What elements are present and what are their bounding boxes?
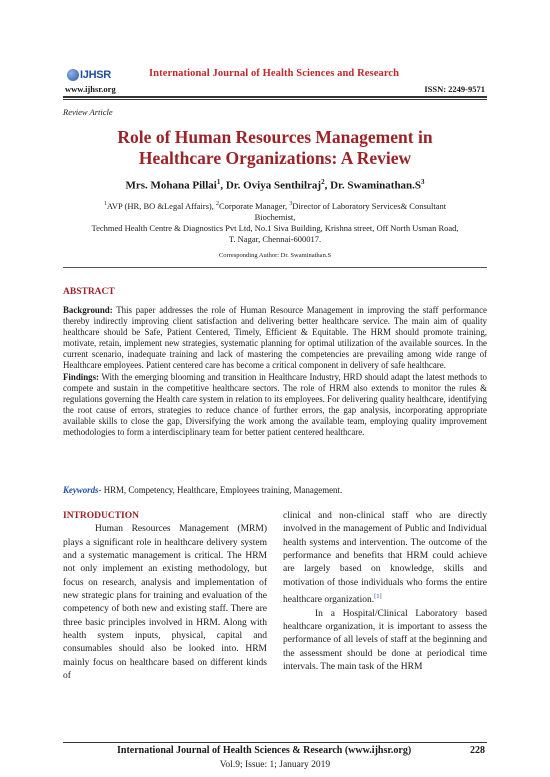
title-line: Healthcare Organizations: A Review bbox=[138, 148, 412, 168]
journal-name: International Journal of Health Sciences and Research bbox=[149, 68, 400, 79]
findings-label: Findings: bbox=[63, 371, 100, 382]
header-divider bbox=[63, 96, 487, 98]
keywords-text: HRM, Competency, Healthcare, Employees training, Management. bbox=[101, 485, 343, 495]
title-line: Role of Human Resources Management in bbox=[117, 127, 433, 147]
affil-sup: 3 bbox=[289, 201, 293, 207]
background-text: This paper addresses the role of Human Resource Management in improving the staff performance thereby indirectly improving client satisfaction and delivering better healthcare service. The main aim of quality healthcare should be Safe, Patient Centered, Timely, Efficient & Equitable. The HRM should promote training, motivate, retain, implement new strategies, systematic planning for optimal utilization of the available sources. In the current scenario, inadequate training and lack of mastering the competencies are prevailing among wide range of Healthcare employees. Patient centered care has become a critical component in delivery of safe healthcare. bbox=[63, 305, 487, 371]
intro-paragraph: In a Hospital/Clinical Laboratory based healthcare organization, it is important to assess the performance of all levels of staff at the beginning and the assessment should be done at periodical time intervals. The main task of the HRM bbox=[283, 608, 487, 672]
intro-paragraph: Human Resources Management (MRM) plays a significant role in healthcare delivery system and a systematic management is critical. The HRM not only implement an existing methodology, but focus on research, analysis and implementation of new strategic plans for training and evaluation of the competency of both new and existing staff. There are three basic principles involved in HRM. Along with health system inputs, physical, capital and consumables should also be looked into. HRM mainly focus on healthcare based on different kinds of bbox=[63, 524, 267, 682]
article-type: Review Article bbox=[63, 107, 113, 117]
intro-paragraph bbox=[283, 510, 487, 608]
affil-text: AVP (HR, BO &Legal Affairs), bbox=[106, 200, 216, 211]
background-label: Background: bbox=[63, 305, 113, 315]
affil-sup: 1 bbox=[103, 201, 107, 207]
journal-url[interactable]: www.ijhsr.org bbox=[65, 84, 116, 94]
logo-text: IJHSR bbox=[80, 69, 111, 81]
affiliation-line bbox=[63, 199, 487, 212]
author-sup: 1 bbox=[216, 178, 221, 186]
abstract-body bbox=[63, 305, 487, 438]
affiliation-line: Techmed Health Centre & Diagnostics Pvt Ltd, No.1 Siva Building, Krishna street, Off North Usman Road, bbox=[91, 222, 459, 233]
author-name: Dr. Oviya Senthilraj bbox=[225, 179, 322, 192]
footer-divider bbox=[63, 742, 487, 743]
paper-title bbox=[63, 127, 487, 169]
abstract-findings bbox=[63, 372, 487, 439]
author-sup: 2 bbox=[321, 178, 325, 186]
affil-sup: 2 bbox=[216, 201, 219, 207]
journal-issn: ISSN: 2249-9571 bbox=[424, 84, 485, 94]
findings-text: With the emerging blooming and transition in Healthcare Industry, HRD should adapt the latest methods to compete and sustain in the competitive healthcare sectors. The role of HRM also extends to monitor the rules & regulations governing the Health care system in relation to its employees. For delivering quality healthcare, identifying the root cause of errors, strategies to reduce chance of further errors, the gap analysis, incorporating appropriate available skills to close the gap, Diversifying the work among the available team, employing quality improvement methodologies to form a interdisciplinary team for better patient centered healthcare. bbox=[63, 371, 487, 438]
author-list: Mrs. Mohana Pillai$^1$, Dr. Oviya Senthilraj$^2$, Dr. $Swaminathan.S^3$ bbox=[125, 178, 425, 192]
intro-column-right bbox=[283, 510, 487, 674]
affiliations bbox=[63, 199, 487, 245]
author-name: Mrs. Mohana Pillai bbox=[125, 179, 217, 192]
journal-logo bbox=[67, 68, 111, 82]
affil-text: Director of Laboratory Services& Consultant bbox=[292, 200, 447, 211]
globe-icon bbox=[67, 69, 79, 81]
abstract-background bbox=[63, 305, 487, 372]
paragraph-text: clinical and non-clinical staff who are directly involved in the management of Public and Individual health systems and intervention. The outcome of the performance and benefits that HRM could achieve are largely based on knowledge, skills and motivation of those individuals who forms the entire healthcare organization. bbox=[283, 511, 487, 606]
affiliation-line: Biochemist, bbox=[254, 211, 296, 222]
header-divider-thin bbox=[63, 99, 487, 100]
affil-text: Corporate Manager, bbox=[219, 200, 290, 211]
journal-header bbox=[63, 64, 487, 94]
footer-volume: Vol.9; Issue: 1; January 2019 bbox=[219, 760, 331, 770]
page-number: 228 bbox=[470, 745, 485, 756]
author-sup: 3 bbox=[421, 178, 425, 186]
author-name: Dr. Swaminathan.S bbox=[330, 179, 422, 192]
footer-journal: International Journal of Health Sciences & Research (www.ijhsr.org) bbox=[117, 745, 412, 756]
corresponding-author: Corresponding Author: Dr. Swaminathan.S bbox=[218, 252, 332, 259]
affiliation-line: T. Nagar, Chennai-600017. bbox=[228, 233, 322, 244]
citation-link[interactable]: [1] bbox=[374, 593, 382, 601]
section-divider bbox=[63, 267, 487, 268]
keywords-label: Keywords- bbox=[63, 485, 102, 495]
intro-heading: INTRODUCTION bbox=[63, 511, 140, 521]
keywords bbox=[63, 485, 487, 495]
intro-column-left bbox=[63, 510, 267, 683]
abstract-heading: ABSTRACT bbox=[63, 287, 115, 297]
